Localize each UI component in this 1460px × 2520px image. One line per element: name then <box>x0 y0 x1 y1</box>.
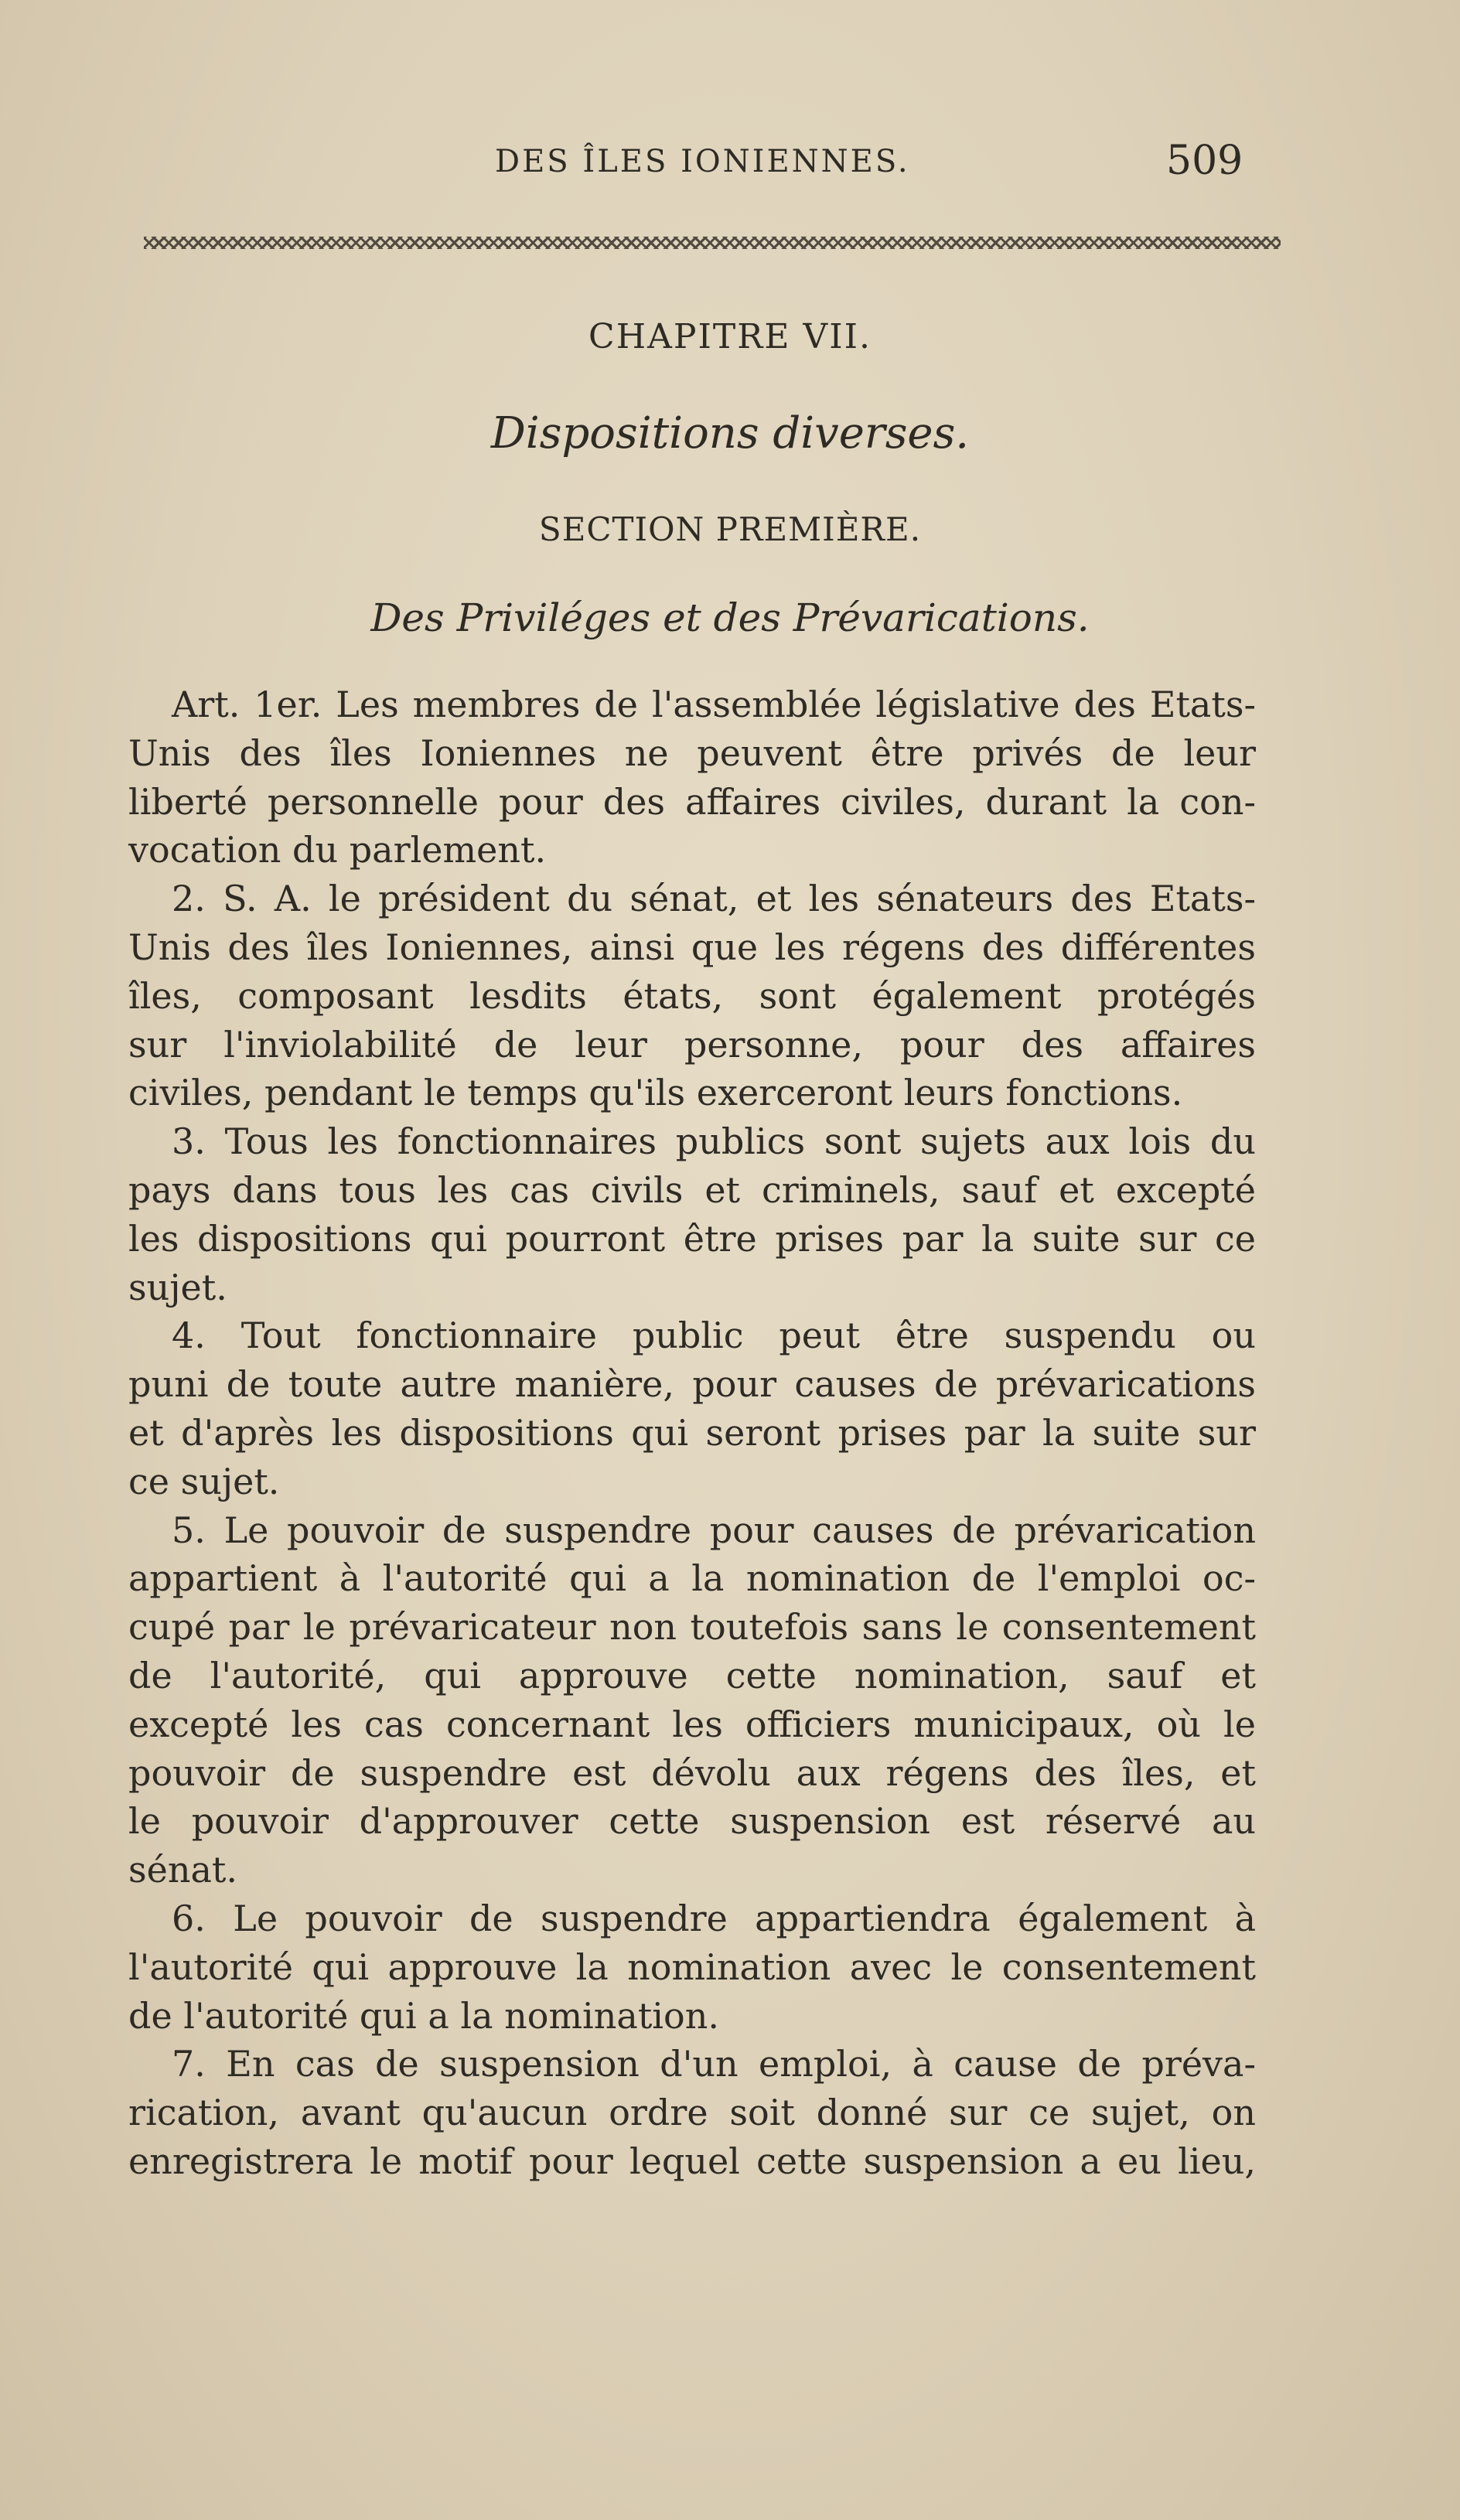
text-line: vocation du parlement. <box>128 829 547 871</box>
section-subtitle: Des Priviléges et des Prévarications. <box>370 595 1090 640</box>
text-line: les dispositions qui pourront être prises par la suite sur ce <box>128 1217 1256 1260</box>
text-line: Unis des îles Ioniennes, ainsi que les régens des différentes <box>128 926 1256 968</box>
text-line: de l'autorité qui a la nomination. <box>128 1994 719 2037</box>
text-line: sénat. <box>128 1849 237 1891</box>
chapter-title: CHAPITRE VII. <box>588 317 872 356</box>
text-line: liberté personnelle pour des affaires civiles, durant la con- <box>128 780 1256 823</box>
text-line: appartient à l'autorité qui a la nomination de l'emploi oc- <box>128 1557 1256 1600</box>
text-line: enregistrera le motif pour lequel cette suspension a eu lieu, <box>128 2140 1256 2182</box>
text-line: 7. En cas de suspension d'un emploi, à cause de préva- <box>172 2043 1256 2085</box>
text-line: cupé par le prévaricateur non toutefois sans le consentement <box>128 1606 1256 1649</box>
text-line: 6. Le pouvoir de suspendre appartiendra également à <box>172 1897 1256 1939</box>
text-line: le pouvoir d'approuver cette suspension est réservé au <box>128 1800 1256 1843</box>
text-line: pays dans tous les cas civils et criminels, sauf et excepté <box>128 1168 1256 1211</box>
text-line: sujet. <box>128 1266 227 1308</box>
text-line: ce sujet. <box>128 1460 280 1502</box>
text-line: civiles, pendant le temps qu'ils exerceront leurs fonctions. <box>128 1072 1183 1114</box>
running-head <box>0 138 1460 192</box>
text-line: Unis des îles Ioniennes ne peuvent être privés de leur <box>128 731 1256 774</box>
body-text <box>128 680 1256 2186</box>
text-line: l'autorité qui approuve la nomination avec le consentement <box>128 1945 1256 1988</box>
text-line: îles, composant lesdits états, sont également protégés <box>128 974 1256 1017</box>
text-line: rication, avant qu'aucun ordre soit donné sur ce sujet, on <box>128 2092 1256 2134</box>
text-line: 5. Le pouvoir de suspendre pour causes de prévarication <box>172 1509 1256 1551</box>
text-line: Art. 1er. Les membres de l'assemblée législative des Etats- <box>172 684 1256 725</box>
text-line: pouvoir de suspendre est dévolu aux régens des îles, et <box>128 1751 1256 1794</box>
page-number: 509 <box>1166 138 1243 184</box>
section-title: SECTION PREMIÈRE. <box>538 510 922 548</box>
text-line: puni de toute autre manière, pour causes de prévarications <box>128 1363 1256 1406</box>
text-line: excepté les cas concernant les officiers municipaux, où le <box>128 1703 1256 1745</box>
text-line: de l'autorité, qui approuve cette nomination, sauf et <box>128 1654 1256 1696</box>
ornamental-rule <box>144 237 1281 249</box>
text-line: 4. Tout fonctionnaire public peut être suspendu ou <box>172 1315 1256 1357</box>
chapter-subtitle: Dispositions diverses. <box>490 408 970 459</box>
text-line: 3. Tous les fonctionnaires publics sont sujets aux lois du <box>172 1120 1256 1163</box>
text-line: sur l'inviolabilité de leur personne, pour des affaires <box>128 1023 1256 1066</box>
text-line: 2. S. A. le président du sénat, et les sénateurs des Etats- <box>172 878 1256 920</box>
text-line: et d'après les dispositions qui seront prises par la suite sur <box>128 1411 1256 1454</box>
running-title: DES ÎLES IONIENNES. <box>495 144 910 179</box>
